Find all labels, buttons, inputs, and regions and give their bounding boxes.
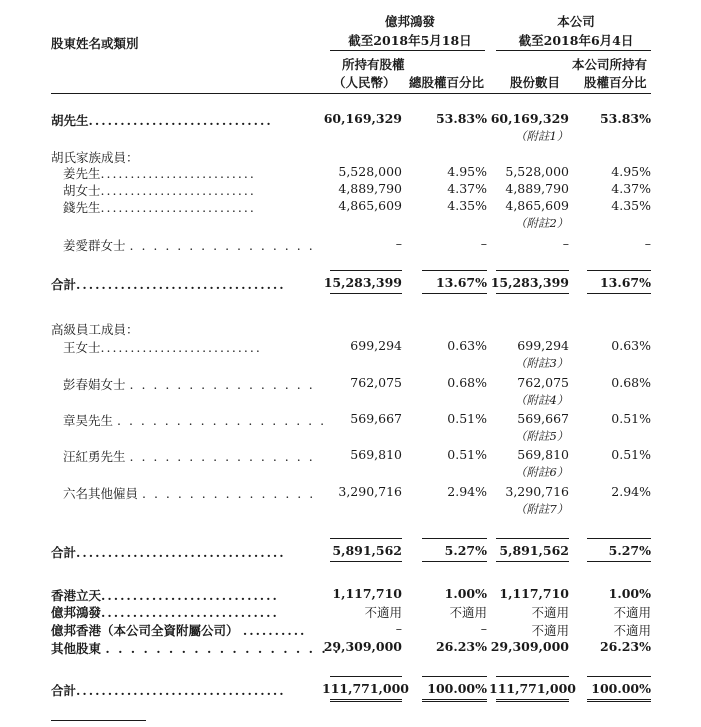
total-rule <box>496 293 569 294</box>
cell-shares: 3,290,716 <box>505 484 569 499</box>
note-ref: （附註7） <box>515 502 569 516</box>
cell-company-percent: 不適用 <box>613 623 651 638</box>
group-a-date: 截至2018年5月18日 <box>348 33 472 48</box>
cell-total-percent: 100.00% <box>427 681 487 696</box>
footnote-separator <box>51 720 146 721</box>
cell-total-percent: 26.23% <box>435 639 487 654</box>
note-ref: （附註3） <box>515 356 569 370</box>
total-rule <box>330 293 402 294</box>
total-rule <box>422 270 487 271</box>
total-rule <box>422 701 487 702</box>
total-rule <box>496 676 569 677</box>
row-name: 胡先生............................. <box>51 113 273 128</box>
column-header-company-pct-line1: 本公司所持有 <box>572 57 648 72</box>
cell-total-percent: 13.67% <box>435 275 487 290</box>
group-a-underline <box>330 50 485 51</box>
row-name: 姜先生.......................... <box>63 166 256 181</box>
total-rule <box>496 701 569 702</box>
row-name: 姜愛群女士 . . . . . . . . . . . . . . . . <box>63 238 315 253</box>
total-rule <box>496 270 569 271</box>
cell-total-percent: 2.94% <box>447 484 487 499</box>
section-label-family: 胡氏家族成員： <box>51 150 139 165</box>
cell-capital: 不適用 <box>364 605 402 620</box>
total-rule <box>587 676 651 677</box>
cell-company-percent: 5.27% <box>608 543 651 558</box>
cell-shares: 5,528,000 <box>505 164 569 179</box>
total-rule <box>422 699 487 700</box>
cell-capital: 111,771,000 <box>322 681 409 696</box>
cell-capital: 569,810 <box>350 447 402 462</box>
column-header-capital-line2: （人民幣） <box>333 75 396 90</box>
total-rule <box>587 293 651 294</box>
cell-total-percent: 0.51% <box>447 411 487 426</box>
group-b-title: 本公司 <box>557 14 595 29</box>
cell-capital: 1,117,710 <box>332 586 402 601</box>
cell-total-percent: 53.83% <box>435 111 487 126</box>
total-rule <box>587 561 651 562</box>
cell-capital: 4,865,609 <box>338 198 402 213</box>
total-rule <box>496 538 569 539</box>
column-header-shareholder: 股東姓名或類別 <box>51 36 139 51</box>
total-rule <box>422 676 487 677</box>
cell-total-percent: 0.63% <box>447 338 487 353</box>
total-rule <box>330 270 402 271</box>
cell-capital: 3,290,716 <box>338 484 402 499</box>
cell-shares: 569,810 <box>517 447 569 462</box>
cell-capital: 4,889,790 <box>338 181 402 196</box>
total-rule <box>587 270 651 271</box>
total-rule <box>496 699 569 700</box>
group-a-title: 億邦鴻發 <box>384 14 435 29</box>
cell-capital: 762,075 <box>350 375 402 390</box>
column-header-shares: 股份數目 <box>510 75 561 90</box>
total-rule <box>587 699 651 700</box>
cell-shares: 4,889,790 <box>505 181 569 196</box>
cell-total-percent: – <box>480 236 487 251</box>
column-header-total-percent: 總股權百分比 <box>409 75 485 90</box>
note-ref: （附註6） <box>515 465 569 479</box>
cell-total-percent: 5.27% <box>444 543 487 558</box>
cell-shares: 5,891,562 <box>499 543 569 558</box>
total-rule <box>422 538 487 539</box>
column-header-capital-line1: 所持有股權 <box>342 57 405 72</box>
cell-capital: – <box>395 236 402 251</box>
cell-company-percent: 4.35% <box>611 198 651 213</box>
row-name: 香港立天............................ <box>51 588 279 603</box>
row-name: 汪紅勇先生 . . . . . . . . . . . . . . . . <box>63 449 315 464</box>
row-name: 胡女士.......................... <box>63 183 256 198</box>
row-name: 錢先生.......................... <box>63 200 256 215</box>
row-name: 億邦香港（本公司全資附屬公司） .......... <box>51 623 307 638</box>
row-name: 六名其他僱員 . . . . . . . . . . . . . . . <box>63 486 316 501</box>
cell-capital: – <box>395 621 402 636</box>
cell-company-percent: 53.83% <box>599 111 651 126</box>
row-name-total: 合計................................. <box>51 545 286 560</box>
cell-company-percent: 1.00% <box>608 586 651 601</box>
group-b-date: 截至2018年6月4日 <box>518 33 634 48</box>
row-name: 億邦鴻發............................ <box>51 605 279 620</box>
cell-total-percent: – <box>480 621 487 636</box>
cell-capital: 699,294 <box>350 338 402 353</box>
cell-shares: 29,309,000 <box>490 639 569 654</box>
cell-capital: 569,667 <box>350 411 402 426</box>
cell-shares: 不適用 <box>531 605 569 620</box>
cell-total-percent: 0.68% <box>447 375 487 390</box>
cell-total-percent: 0.51% <box>447 447 487 462</box>
cell-capital: 29,309,000 <box>323 639 402 654</box>
cell-total-percent: 4.37% <box>447 181 487 196</box>
cell-company-percent: 0.51% <box>611 447 651 462</box>
total-rule <box>330 699 402 700</box>
note-ref: （附註5） <box>515 429 569 443</box>
cell-capital: 15,283,399 <box>323 275 402 290</box>
cell-company-percent: 0.68% <box>611 375 651 390</box>
row-name: 章昊先生 . . . . . . . . . . . . . . . . . . <box>63 413 327 428</box>
cell-company-percent: 不適用 <box>613 605 651 620</box>
cell-total-percent: 不適用 <box>449 605 487 620</box>
section-label-senior: 高級員工成員： <box>51 322 139 337</box>
row-name-total: 合計................................. <box>51 277 286 292</box>
note-ref: （附註1） <box>515 129 569 143</box>
cell-shares: 60,169,329 <box>490 111 569 126</box>
row-name: 其他股東 . . . . . . . . . . . . . . . . . . . <box>51 641 341 656</box>
cell-capital: 5,528,000 <box>338 164 402 179</box>
cell-shares: 1,117,710 <box>499 586 569 601</box>
total-rule <box>330 538 402 539</box>
row-name-total: 合計................................. <box>51 683 286 698</box>
cell-total-percent: 4.95% <box>447 164 487 179</box>
cell-company-percent: 4.37% <box>611 181 651 196</box>
total-rule <box>587 538 651 539</box>
total-rule <box>587 701 651 702</box>
cell-shares: 699,294 <box>517 338 569 353</box>
cell-company-percent: – <box>644 236 651 251</box>
group-b-underline <box>496 50 651 51</box>
cell-capital: 60,169,329 <box>323 111 402 126</box>
cell-shares: 762,075 <box>517 375 569 390</box>
cell-company-percent: 2.94% <box>611 484 651 499</box>
cell-company-percent: 100.00% <box>591 681 651 696</box>
row-name: 彭春娟女士 . . . . . . . . . . . . . . . . <box>63 377 315 392</box>
cell-shares: 15,283,399 <box>490 275 569 290</box>
cell-total-percent: 4.35% <box>447 198 487 213</box>
cell-company-percent: 0.51% <box>611 411 651 426</box>
total-rule <box>422 293 487 294</box>
total-rule <box>330 701 402 702</box>
column-header-company-pct-line2: 股權百分比 <box>584 75 647 90</box>
cell-capital: 5,891,562 <box>332 543 402 558</box>
total-rule <box>330 561 402 562</box>
cell-shares: 不適用 <box>531 623 569 638</box>
cell-shares: 4,865,609 <box>505 198 569 213</box>
cell-shares: 111,771,000 <box>489 681 576 696</box>
cell-company-percent: 0.63% <box>611 338 651 353</box>
row-name: 王女士........................... <box>63 340 262 355</box>
cell-shares: – <box>562 236 569 251</box>
cell-total-percent: 1.00% <box>444 586 487 601</box>
cell-company-percent: 4.95% <box>611 164 651 179</box>
total-rule <box>496 561 569 562</box>
cell-company-percent: 13.67% <box>599 275 651 290</box>
total-rule <box>330 676 402 677</box>
cell-company-percent: 26.23% <box>599 639 651 654</box>
note-ref: （附註4） <box>515 393 569 407</box>
note-ref: （附註2） <box>515 216 569 230</box>
cell-shares: 569,667 <box>517 411 569 426</box>
header-rule <box>51 93 651 94</box>
total-rule <box>422 561 487 562</box>
